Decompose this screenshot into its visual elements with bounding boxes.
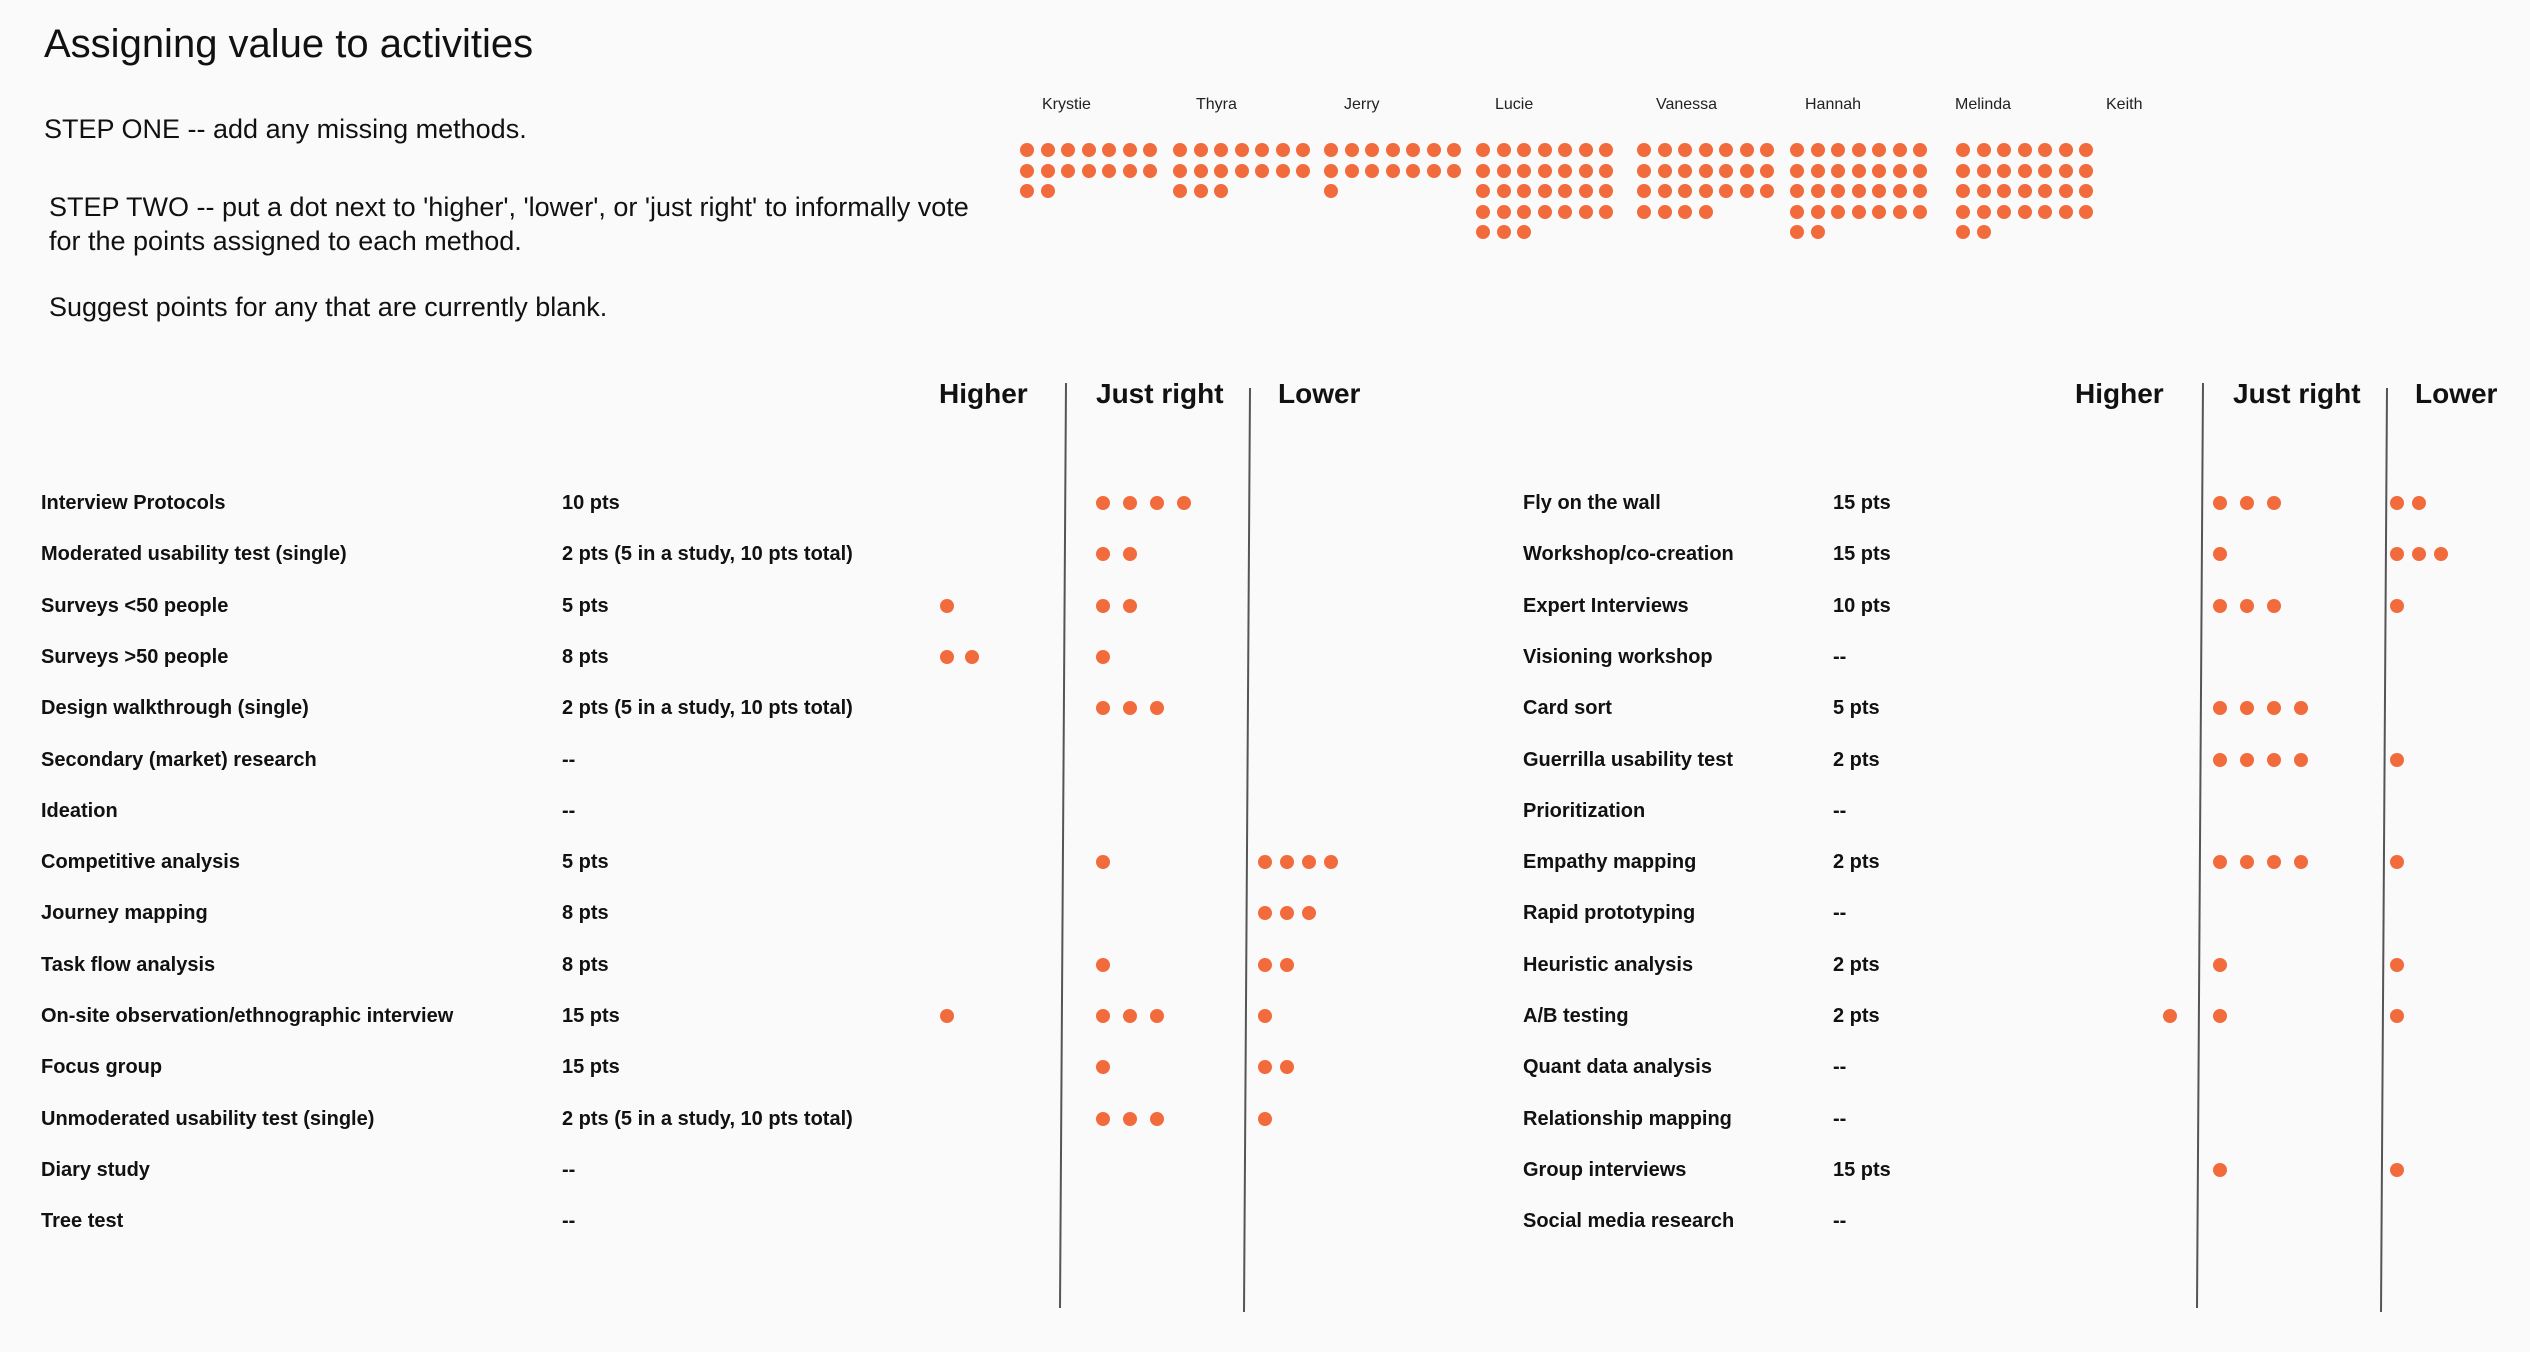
vote-dot-just-right[interactable] <box>2267 753 2281 767</box>
vote-dot-just-right[interactable] <box>1123 1112 1137 1126</box>
participant-name: Keith <box>2106 96 2143 113</box>
method-label: Rapid prototyping <box>1523 902 1696 925</box>
vote-dot-higher[interactable] <box>940 1009 954 1023</box>
vote-dot-lower[interactable] <box>1324 855 1338 869</box>
vote-dot-lower[interactable] <box>2390 1009 2404 1023</box>
vote-dot-lower[interactable] <box>1258 1009 1272 1023</box>
left-header-just-right: Just right <box>1096 378 1224 409</box>
divider-left-2 <box>1244 388 1250 1312</box>
method-points: 8 pts <box>562 953 609 976</box>
method-points: 5 pts <box>562 594 609 617</box>
vote-dot-just-right[interactable] <box>1096 650 1110 664</box>
vote-dot-just-right[interactable] <box>2267 599 2281 613</box>
method-points: 15 pts <box>1833 1158 1891 1181</box>
vote-dot-just-right[interactable] <box>1177 496 1191 510</box>
method-label: Fly on the wall <box>1523 492 1661 514</box>
method-label: Guerrilla usability test <box>1523 748 1734 771</box>
method-points: 10 pts <box>1833 594 1891 617</box>
divider-left-1 <box>1060 383 1066 1308</box>
method-label: Task flow analysis <box>41 953 216 976</box>
vote-dot-just-right[interactable] <box>1096 958 1110 972</box>
divider-right-1 <box>2197 383 2203 1308</box>
method-label: Heuristic analysis <box>1523 953 1694 976</box>
method-points: -- <box>1833 902 1847 925</box>
method-points: 5 pts <box>562 851 609 874</box>
method-points: 2 pts (5 in a study, 10 pts total) <box>562 1107 853 1130</box>
method-points: 15 pts <box>562 1056 620 1079</box>
method-label: Tree test <box>41 1210 124 1233</box>
vote-dot-just-right[interactable] <box>2240 753 2254 767</box>
method-label: Card sort <box>1523 697 1612 720</box>
vote-dot-just-right[interactable] <box>2240 496 2254 510</box>
method-label: Workshop/co-creation <box>1523 543 1734 566</box>
vote-dot-lower[interactable] <box>2390 599 2404 613</box>
vote-dot-higher[interactable] <box>940 650 954 664</box>
vote-dot-just-right[interactable] <box>2213 958 2227 972</box>
method-label: Interview Protocols <box>41 492 226 514</box>
vote-dot-lower[interactable] <box>2390 855 2404 869</box>
divider-right-2 <box>2381 388 2387 1312</box>
vote-dot-just-right[interactable] <box>1150 1009 1164 1023</box>
method-label: Group interviews <box>1523 1158 1687 1181</box>
vote-dot-just-right[interactable] <box>2213 1009 2227 1023</box>
method-label: Quant data analysis <box>1523 1056 1712 1079</box>
right-header-just-right: Just right <box>2233 378 2361 409</box>
vote-dot-just-right[interactable] <box>1096 855 1110 869</box>
method-points: -- <box>1833 1210 1847 1233</box>
vote-dot-just-right[interactable] <box>2267 496 2281 510</box>
suggest-instruction: Suggest points for any that are currently blank. <box>49 292 608 322</box>
vote-dot-just-right[interactable] <box>2294 753 2308 767</box>
method-points: 2 pts <box>1833 1005 1880 1027</box>
step-two-instruction: STEP TWO -- put a dot next to 'higher', 'lower', or 'just right' to informally vote for the points assigned to each method. <box>49 192 969 256</box>
vote-dot-lower[interactable] <box>1258 855 1272 869</box>
left-header-lower: Lower <box>1278 378 1361 409</box>
vote-dot-just-right[interactable] <box>1123 496 1137 510</box>
method-points: -- <box>1833 799 1847 822</box>
left-header-higher: Higher <box>939 378 1028 409</box>
method-label: Surveys >50 people <box>41 645 229 668</box>
participant-name: Krystie <box>1042 96 1091 113</box>
method-points: -- <box>562 1158 576 1181</box>
method-label: Competitive analysis <box>41 851 240 874</box>
vote-dot-lower[interactable] <box>1258 1112 1272 1126</box>
method-label: On-site observation/ethnographic interview <box>41 1005 454 1027</box>
vote-dot-just-right[interactable] <box>1096 1112 1110 1126</box>
method-points: -- <box>562 748 576 771</box>
vote-dot-lower[interactable] <box>2390 958 2404 972</box>
method-label: Expert Interviews <box>1523 594 1689 617</box>
method-points: -- <box>1833 1107 1847 1130</box>
method-points: 8 pts <box>562 645 609 668</box>
vote-dot-just-right[interactable] <box>2213 1163 2227 1177</box>
method-points: -- <box>1833 645 1847 668</box>
method-label: Moderated usability test (single) <box>41 543 347 566</box>
vote-dot-just-right[interactable] <box>2240 855 2254 869</box>
vote-dot-just-right[interactable] <box>1096 1009 1110 1023</box>
vote-dot-lower[interactable] <box>2390 1163 2404 1177</box>
method-points: 2 pts <box>1833 953 1880 976</box>
vote-dot-lower[interactable] <box>2412 496 2426 510</box>
vote-dot-just-right[interactable] <box>1150 496 1164 510</box>
right-header-higher: Higher <box>2075 378 2164 409</box>
method-label: Empathy mapping <box>1523 851 1697 874</box>
vote-dot-just-right[interactable] <box>1096 496 1110 510</box>
method-points: 2 pts <box>1833 748 1880 771</box>
participant-name: Jerry <box>1344 96 1380 113</box>
vote-dot-lower[interactable] <box>2390 496 2404 510</box>
method-points: -- <box>1833 1056 1847 1079</box>
participant-name: Hannah <box>1805 96 1862 113</box>
vote-dot-higher[interactable] <box>2163 1009 2177 1023</box>
method-points: 15 pts <box>1833 543 1891 566</box>
method-label: A/B testing <box>1523 1005 1629 1027</box>
step-one-instruction: STEP ONE -- add any missing methods. <box>44 114 527 144</box>
method-label: Relationship mapping <box>1523 1107 1732 1130</box>
vote-dot-just-right[interactable] <box>2294 855 2308 869</box>
page-title: Assigning value to activities <box>44 22 534 66</box>
vote-dot-just-right[interactable] <box>1096 599 1110 613</box>
method-points: 5 pts <box>1833 697 1880 720</box>
vote-dot-lower[interactable] <box>1280 855 1294 869</box>
method-label: Surveys <50 people <box>41 594 229 617</box>
vote-dot-just-right[interactable] <box>2267 855 2281 869</box>
method-label: Social media research <box>1523 1210 1735 1233</box>
vote-dot-lower[interactable] <box>1280 958 1294 972</box>
method-label: Unmoderated usability test (single) <box>41 1107 375 1130</box>
vote-dot-just-right[interactable] <box>1123 1009 1137 1023</box>
participant-name: Thyra <box>1196 96 1237 113</box>
vote-dot-lower[interactable] <box>1258 958 1272 972</box>
method-points: 15 pts <box>562 1005 620 1027</box>
participant-name: Melinda <box>1955 96 2012 113</box>
method-points: 2 pts (5 in a study, 10 pts total) <box>562 543 853 566</box>
vote-dot-lower[interactable] <box>2390 753 2404 767</box>
method-points: 2 pts (5 in a study, 10 pts total) <box>562 697 853 720</box>
participant-name: Lucie <box>1495 96 1534 113</box>
vote-dot-higher[interactable] <box>965 650 979 664</box>
vote-dot-just-right[interactable] <box>1123 599 1137 613</box>
vote-dot-just-right[interactable] <box>2213 855 2227 869</box>
method-label: Secondary (market) research <box>41 748 317 771</box>
participant-name: Vanessa <box>1656 96 1718 113</box>
vote-dot-just-right[interactable] <box>2213 753 2227 767</box>
method-points: 2 pts <box>1833 851 1880 874</box>
method-points: 8 pts <box>562 902 609 925</box>
vote-dot-just-right[interactable] <box>2213 599 2227 613</box>
vote-dot-just-right[interactable] <box>1150 1112 1164 1126</box>
vote-dot-higher[interactable] <box>940 599 954 613</box>
vote-dot-lower[interactable] <box>1302 855 1316 869</box>
right-header-lower: Lower <box>2415 378 2498 409</box>
vote-dot-just-right[interactable] <box>2213 496 2227 510</box>
method-points: -- <box>562 1210 576 1233</box>
vote-dot-just-right[interactable] <box>2240 599 2254 613</box>
method-label: Visioning workshop <box>1523 645 1713 668</box>
method-label: Journey mapping <box>41 902 208 925</box>
method-points: 10 pts <box>562 492 620 514</box>
method-label: Prioritization <box>1523 799 1646 822</box>
method-label: Diary study <box>41 1158 150 1181</box>
method-label: Focus group <box>41 1056 163 1079</box>
method-points: -- <box>562 799 576 822</box>
method-points: 15 pts <box>1833 492 1891 514</box>
method-label: Ideation <box>41 799 118 822</box>
method-label: Design walkthrough (single) <box>41 697 309 720</box>
